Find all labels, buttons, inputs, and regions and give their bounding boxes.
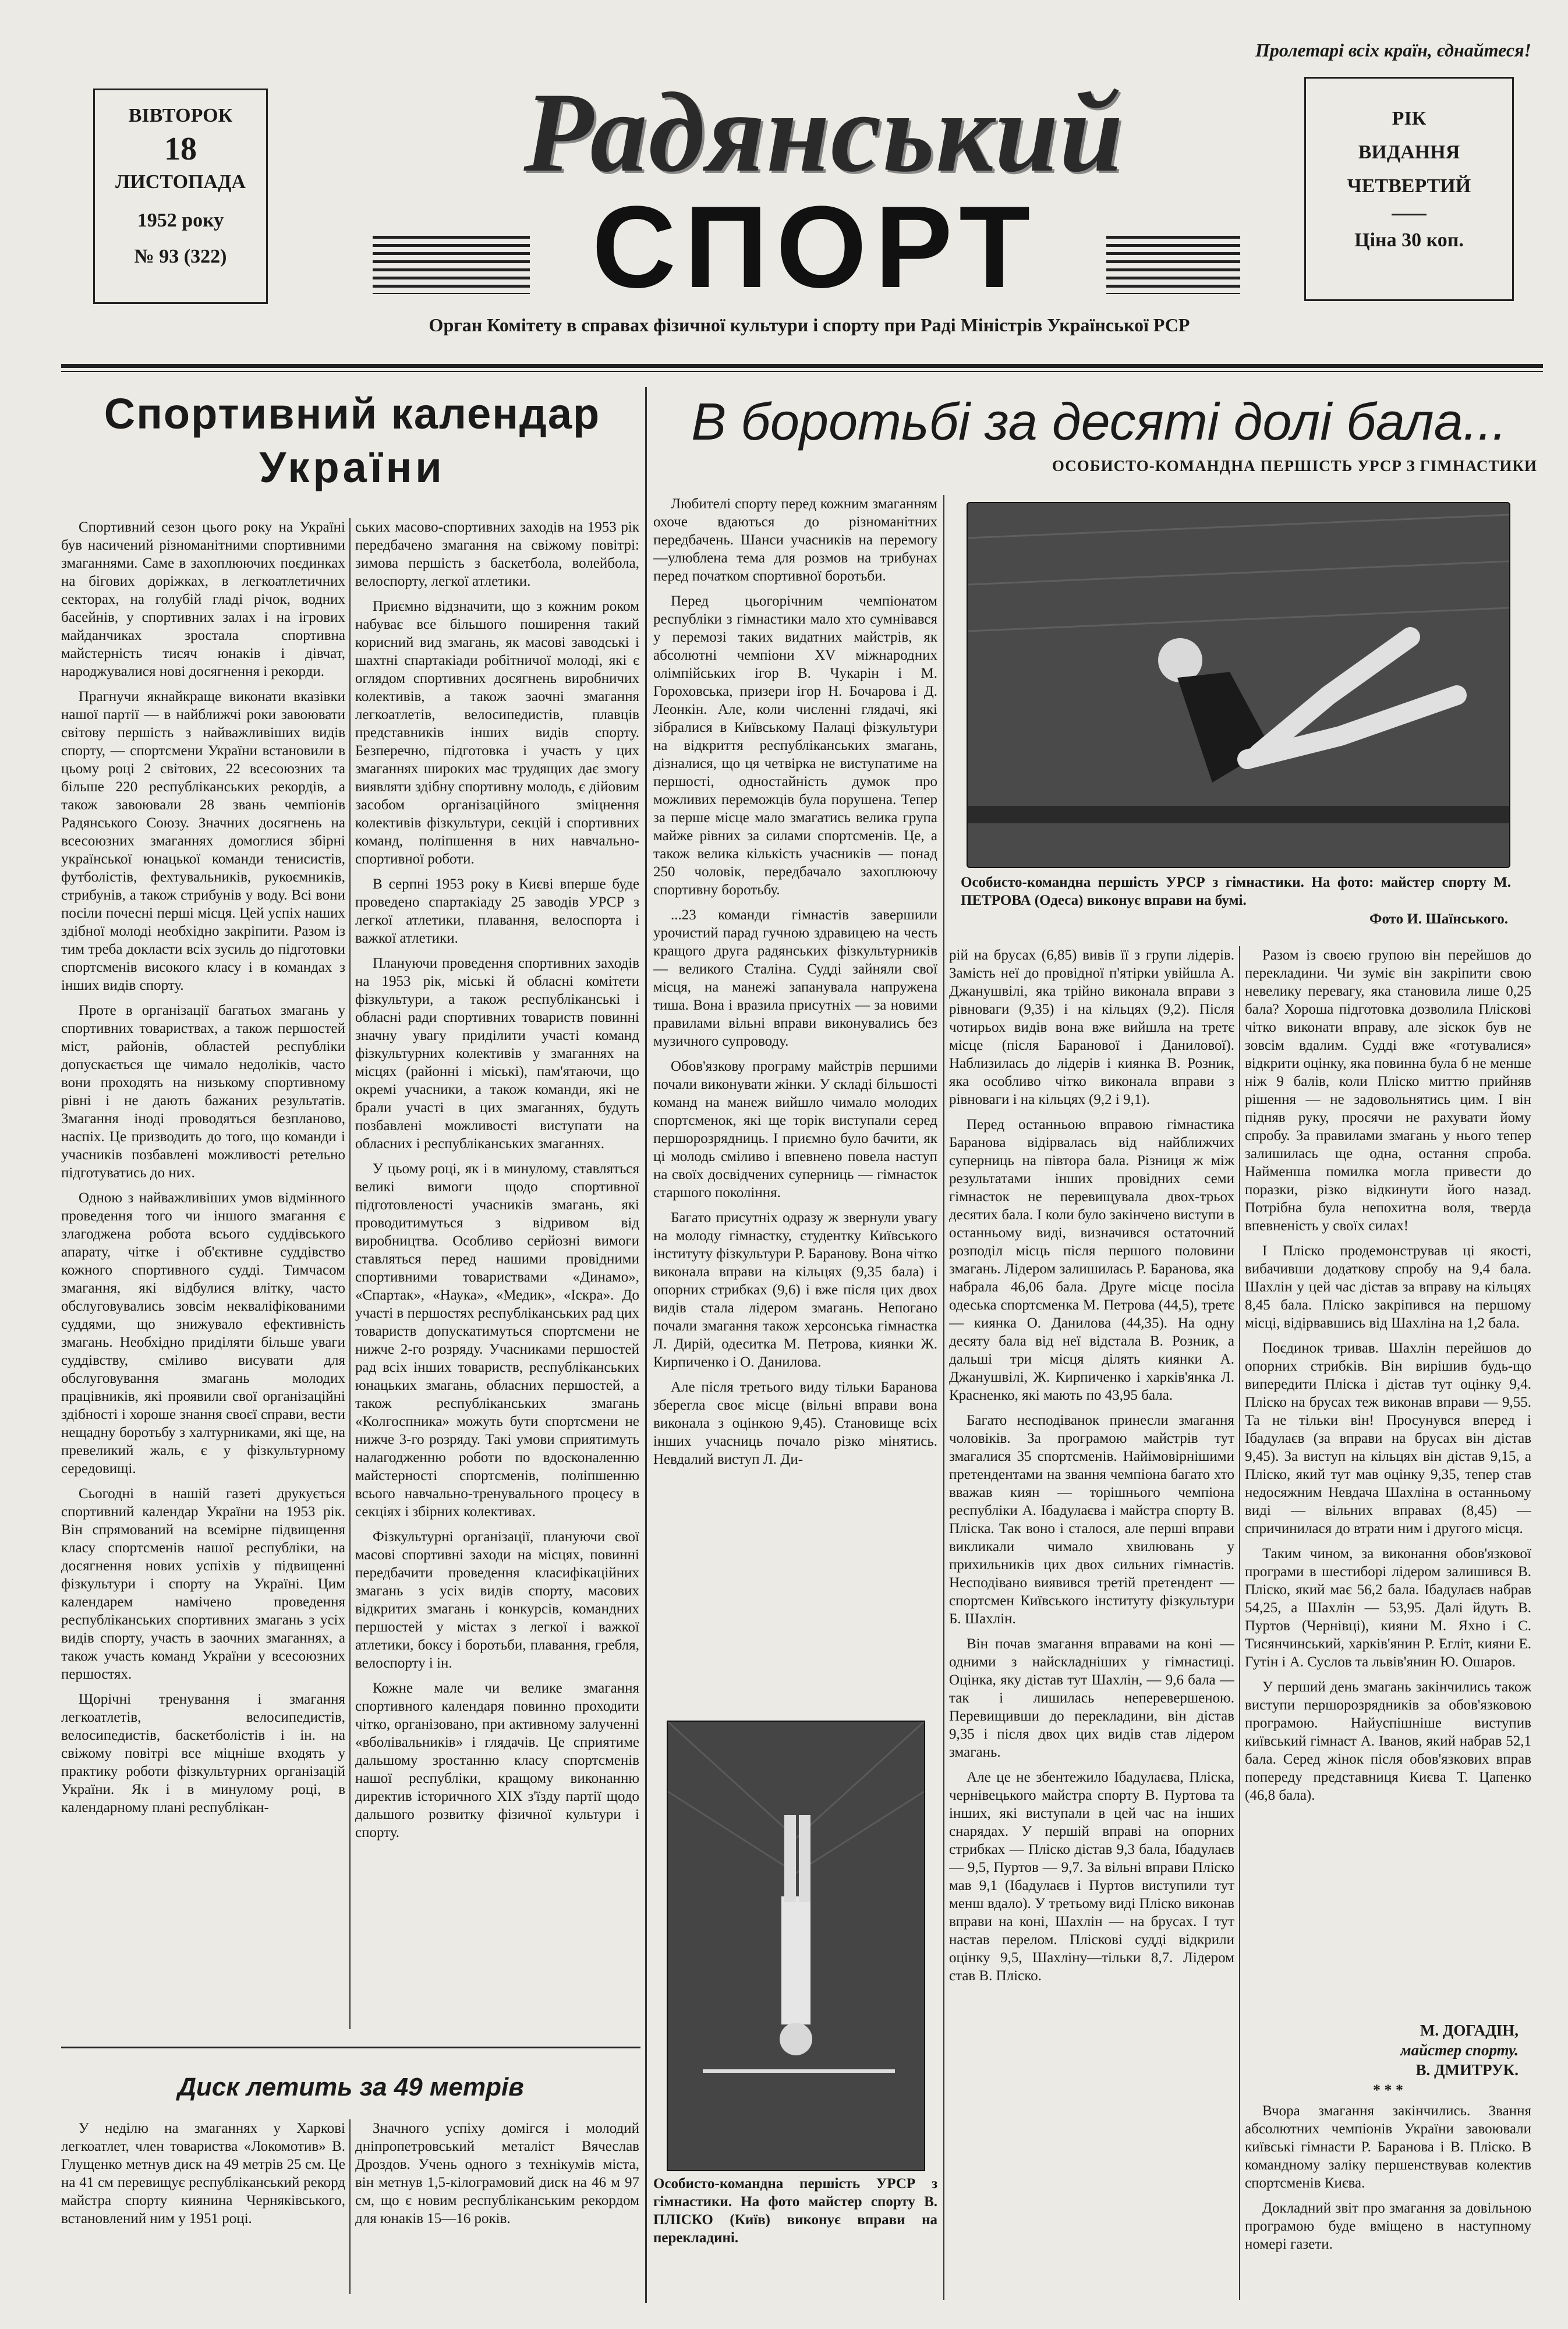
column-divider bbox=[349, 2119, 351, 2294]
masthead-block-title: СПОРТ bbox=[592, 182, 1039, 312]
gym-paragraph: Але це не збентежило Ібадулаєва, Пліска, чернівецького майстра спорту В. Пуртова та інших, які виступали в цей час на інших снарядах. У першій вправі на опорних стрибках — Пліско дістав 9,3 бала, Ібадулаєв — 9,5, Пуртов — 9,7. За вільні вправи Пліско мав 9,1 (Ібадулаєв і Пуртов виступили тут менш вдало). У третьому виді Пліско виконав вправи на коні, Шахлін — на брусах. І тут настав перелом. Пліскові судді відкрили оцінку 9,5, Шахліну—тільки 8,7. Лідером став В. Пліско. bbox=[949, 1769, 1234, 1984]
calendar-paragraph: Щорічні тренування і змагання легкоатлетів, велосипедистів, велосипедистів, баскетболістів і ін. на свіжому повітрі все міцніше входять у практику роботи фізкультурних організацій України. Як і в минулому році, в календарному плані республікан- bbox=[61, 1691, 345, 1815]
gym-paragraph: Але після третього виду тільки Баранова зберегла своє місце (вільні вправи вона виконала з оцінкою 9,45). Становище всіх інших учасниць почало різко мінятись. Невдалий виступ Л. Ди- bbox=[653, 1379, 937, 1467]
calendar-headline bbox=[64, 387, 640, 494]
column-divider bbox=[1239, 946, 1240, 2300]
calendar-column-2 bbox=[355, 518, 639, 2035]
date-month: ЛИСТОПАДА bbox=[115, 171, 246, 193]
disk-paragraph: Значного успіху домігся і молодий дніпропетровський металіст Вячеслав Дроздов. Учень одного з технікумів міста, він метнув 1,5-кілограмовий диск на 46 м 97 см, що є новим республіканським рекордом для юнаків 15—16 років. bbox=[355, 2121, 639, 2227]
issue-number: № 93 (322) bbox=[134, 246, 227, 267]
masthead-script-title: Радянський bbox=[523, 69, 1124, 196]
masthead-rule bbox=[61, 364, 1543, 368]
gym-paragraph: Разом із своєю групою він перейшов до перекладини. Чи зуміє він закріпити свою невелику перевагу, яка становила лише 0,25 бала? Хорошa підготовка дозволила Плісковi чітко виконати вправу, але зіскок був не зовсім вдалим. Судді вже «готувалися» відкрити оцінку, яка повинна була б не менше ніж 9 балів, коли Пліско миттю прийняв рішення — не задовольнятись цим. І він підняв руку, просячи не рахувати йому спробу. За правилами змагань у нього тепер залишилась ще одна, остання спроба. Найменша помилка могла привести до поразки, різко відкинути його назад. Потрібна була непохитна воля, тверда впевненість у своїх силах! bbox=[1245, 947, 1531, 1234]
petrova-photo-caption: Особисто-командна першість УРСР з гімнастики. На фото: майстер спорту М. ПЕТРОВА (Одеса) виконує вправи на бумі. bbox=[961, 875, 1511, 908]
masthead-rule-thin bbox=[61, 371, 1543, 372]
gym-paragraph: Багато присутніх одразу ж звернули увагу на молоду гімнастку, студентку Київського інституту фізкультури Р. Баранову. Вона чітко виконала вправи на кільцях (9,35 бала) і опорних стрибках (9,6) і вже після цих двох видів стала лідером змагань. Непогано почали змагання також херсонська гімнастка Л. Дирій, одеситка М. Петрова, киянки Ж. Кирпиченко і О. Данилова. bbox=[653, 1210, 937, 1370]
calendar-paragraph: Проте в організації багатьох змагань у спортивних товариствах, а також першостей міст, районів, областей республіки допускається ще чимало недоліків, часто вони проходять на низькому спортивному рівні і не дають бажаних результатів. Змагання іноді проводяться безпланово, наспіх. Це призводить до того, що команди і учасників позбавлені можливості ретельно підготуватись до них. bbox=[61, 1003, 345, 1181]
gym-headline: В боротьбі за десяті долі бала... bbox=[691, 393, 1507, 451]
calendar-paragraph: Спортивний сезон цього року на Україні був насичений різноманітними спортивними змаганнями. Саме в захоплюючих поєдинках на бігових доріжках, в легкоатлетичних секторах, на голубій гладі річок, водних басейнів, у спортивних залах і на ігрових майданчиках зростала спортивна майстерність тисяч юнаків і дівчат, народжувалися нові досягнення і рекорди. bbox=[61, 519, 345, 679]
calendar-paragraph: Приємно відзначити, що з кожним роком набуває все більшого поширення такий корисний вид змагань, як масові заводські і шахтні спартакіади робітничої молоді, які є оглядом спортивних досягнень виробничих колективів, а також заочні змагання легкоатлетів, велосипедистів, плавців представників інших видів спорту. Безперечно, підготовка і участь у цих змаганнях широких мас трудящих дає змогу виявляти здібну спортивну молодь, є дійовим засобом організаційного зміцнення колективів фізкультури, секцій і спортивних команд, поліпшення в них навчально-спортивної роботи. bbox=[355, 599, 639, 867]
author-signature bbox=[1245, 2020, 1519, 2080]
petrova-photo bbox=[967, 502, 1510, 868]
calendar-paragraph: Одною з найважливіших умов відмінного проведення того чи іншого змагання є злагоджена робота всього суддівського апарату, чітке і об'єктивне суддівство кожного спортивного судді. Тимчасом змагання, які відбулися влітку, часто обслуговувались зовсім некваліфікованими суддями, що знижувало ефективність змагань. Необхідно приділяти більше уваги суддівству, сміливо висувати для обслуговування змагань молодих працівників, які проявили свої організаційні здібності і хороше знання своєї справи, вести нещадну боротьбу з халтурниками, які ще, на превеликий жаль, є у фізкультурному середовищі. bbox=[61, 1190, 345, 1477]
disk-column-1 bbox=[61, 2119, 345, 2294]
calendar-headline-line1: Спортивний календар bbox=[104, 390, 601, 438]
disk-top-rule bbox=[61, 2047, 640, 2048]
gym-paragraph: Перед цьогорічним чемпіонатом республіки з гімнастики мало хто сумнівався у перемозі таких видатних майстрів, як абсолютні чемпіони XV міжнародних олімпійських ігор В. Чукарін і М. Гороховська, призери ігор Н. Бочарова і Д. Леонкін. Але, коли численні глядачі, які зібралися в Київському Палаці фізкультури на відкриття республіканських змагань, дізналися, що ця четвірка не виступатиме на першості, одностайність думок про можливих переможців була порушена. Тепер за перше місце мало змагатись велика група майже рівних за силами спортсменів. Це, а також велика кількість учасників — понад 250 чоловік, передбачало захоплюючу спортивну боротьбу. bbox=[653, 593, 937, 898]
gym-column-2 bbox=[949, 946, 1234, 2288]
date-day: 18 bbox=[164, 131, 197, 167]
column-divider bbox=[943, 495, 944, 2300]
calendar-column-1 bbox=[61, 518, 345, 2035]
party-motto: Пролетарі всіх країн, єднайтеся! bbox=[1255, 40, 1531, 61]
calendar-paragraph: ських масово-спортивних заходів на 1953 рік передбачено змагання на свіжому повітрі: зимова першість з баскетбола, волейбола, велоспорту, легкої атлетики. bbox=[355, 519, 639, 589]
gym-paragraph: У перший день змагань закінчились також виступи першорозрядників за обов'язковою програмою. Найуспішніше виступив київський гімнаст А. Іванов, який набрав 52,1 бала. Серед жінок після обов'язкових вправ попереду представниця Києва Т. Цапенко (46,8 бала). bbox=[1245, 1679, 1531, 1803]
gym-subhead: ОСОБИСТО-КОМАНДНА ПЕРШІСТЬ УРСР З ГІМНАСТИКИ bbox=[1052, 457, 1537, 475]
info-year-label: РІК bbox=[1392, 108, 1427, 129]
gymnast-high-bar-figure bbox=[668, 1722, 924, 2170]
calendar-paragraph: Плануючи проведення спортивних заходів на 1953 рік, міські й обласні комітети фізкультури, а також республіканські і обласні ради спортивних товариств повинні значну увагу приділити участі команд фізкультурних колективів у змаганнях на місцях (районні і міські), пам'ятаючи, що окремі учасники, а також команди, які не брали участі в цих змаганнях, будуть позбавлені можливості виступати на обласних і республіканських змаганнях. bbox=[355, 955, 639, 1152]
disk-column-2 bbox=[355, 2119, 639, 2294]
price-label: Ціна 30 коп. bbox=[1354, 229, 1464, 251]
author-name-2: В. ДМИТРУК. bbox=[1415, 2061, 1519, 2079]
disk-paragraph: У неділю на змаганнях у Харкові легкоатлет, член товариства «Локомотив» В. Глущенко метнув диск на 49 метрів 25 см. Це на 41 см перевищує республіканський рекорд майстра спорту киянина Черняківського, встановлений ним у 1951 році. bbox=[61, 2121, 345, 2227]
gym-paragraph: Любителі спорту перед кожним змаганням охоче вдаються до різноманітних передбачень. Шанси учасників на перемогу—улюблена тема для розмов на трибунах перед початком спортивної боротьби. bbox=[653, 496, 937, 584]
date-box bbox=[93, 89, 268, 304]
calendar-headline-line2: України bbox=[259, 443, 445, 491]
calendar-paragraph: Кожне мале чи велике змагання спортивного календаря повинно проходити чітко, організовано, при активному залученні «вболівальників» і глядачів. Це сприятиме дальшому зростанню класу спортсменів нашої республіки, кращому виконанню директив історичного XIX з'їзду партії щодо дальшого розвитку фізичної культури і спорту. bbox=[355, 1680, 639, 1840]
masthead-speed-lines bbox=[373, 236, 530, 294]
info-edition-label: ВИДАННЯ bbox=[1358, 141, 1460, 163]
masthead-speed-lines-right bbox=[1106, 236, 1240, 294]
gym-column-1 bbox=[653, 495, 937, 1706]
calendar-paragraph: Фізкультурні організації, плануючи свої масові спортивні заходи на місцях, повинні передбачити проведення класифікаційних змагань з усіх видів спорту, масових відкритих змагань і конкурсів, командних першостей у містах з легкої і важкої атлетики, боксу і боротьби, плавання, гребля, велоспорту і ін. bbox=[355, 1529, 639, 1671]
plisko-photo bbox=[667, 1721, 925, 2171]
calendar-paragraph: Сьогодні в нашій газеті друкується спортивний календар України на 1953 рік. Він спрямований на всемірне підвищення класу спортсменів нашої республіки, на досягнення нових успіхів у підвищенні фізкультури і спорту на Україні. Цим календарем намічено проведення республіканських спортивних змагань з усіх видів спорту, участь в заочних змаганнях, а також участь команд України у всесоюзних першостях. bbox=[61, 1486, 345, 1682]
gym-postscript bbox=[1245, 2102, 1531, 2300]
gym-postscript-paragraph: Докладний звіт про змагання за довільною програмою буде вміщено в наступному номері газети. bbox=[1245, 2200, 1531, 2252]
masthead-subtitle: Орган Комітету в справах фізичної культури і спорту при Раді Міністрів Української РСР bbox=[429, 314, 1190, 335]
gym-column-3 bbox=[1245, 946, 1531, 2023]
plisko-photo-caption: Особисто-командна першість УРСР з гімнастики. На фото майстер спорту В. ПЛІСКО (Київ) виконує вправи на перекладині. bbox=[653, 2176, 937, 2246]
gym-paragraph: Він почав змагання вправами на коні — одними з найскладніших у гімнастиці. Оцінка, яку дістав тут Шахлін, — 9,6 бала — так і лишилась неперевершеною. Перевищивши до перекладини, він дістав 9,35 і після двох цих видів став лідером змагань. bbox=[949, 1636, 1234, 1760]
gym-paragraph: рій на брусах (6,85) вивів її з групи лідерів. Замість неї до провідної п'ятірки увійшла А. Джанушвілі, яка трійно виконала вправи з рівноваги (9,35) і на кільцях (9,2). Після чотирьох видів вона вже вийшла на третє місце (після Баранової і Данилової). Наблизилась до лідерів і киянка В. Розник, яка особливо чітко виконала вправи з рівноваги і на кільцях (9,2 і 9,1). bbox=[949, 947, 1234, 1107]
info-divider bbox=[1392, 214, 1427, 215]
calendar-paragraph: В серпні 1953 року в Києві вперше буде проведено спартакіаду 25 заводів УРСР з легкої атлетики, плавання, велоспорта і важкої атлетики. bbox=[355, 876, 639, 946]
calendar-paragraph: У цьому році, як і в минулому, ставляться великі вимоги щодо спортивної підготовленості учасників змагань, які проводитимуться з відривом від виробництва. Особливо серйозні вимоги ставляться перед нашими провідними спортивними товариствами «Динамо», «Спартак», «Наука», «Медик», «Іскра». До участі в першостях республіканських рад цих товариств допускатимуться спортсмени не нижче 2-го розряду. Учасниками першостей рад всіх інших товариств, республіканських юнацьких змагань, обласних першостей, а також республіканських змагань «Колгоспника» можуть бути спортсмени не нижче 3-го розряду. Такі умови сприятимуть налагодженню роботи по вдосконаленню майстерності спортсменів, поліпшенню всього навчально-тренувального процесу в секціях і збірних колективах. bbox=[355, 1161, 639, 1520]
petrova-photo-credit: Фото И. Шаїнського. bbox=[1369, 911, 1508, 927]
gym-postscript-paragraph: Вчора змагання закінчились. Звання абсолютних чемпіонів України завоювали київські гімнасти Р. Баранова і В. Пліско. В командному заліку першенствував колектив спортсменів Києва. bbox=[1245, 2103, 1531, 2191]
section-stars: * * * bbox=[1373, 2082, 1403, 2098]
gym-paragraph: Таким чином, за виконання обов'язкової програми в шестиборі лідером залишився В. Пліско, який має 56,2 бала. Ібадулаєв набрав 54,25, а Шахлін — 53,95. Далі йдуть В. Пуртов (Чернівці), кияни М. Яхно і С. Тисянчинський, харків'янин Р. Егліт, кияни Е. Гутін і А. Суслов та львів'янин Ю. Ошаров. bbox=[1245, 1546, 1531, 1670]
calendar-paragraph: Прагнучи якнайкраще виконати вказівки нашої партії — в найближчі роки завоювати світову першість з найважливіших видів спорту, — спортсмени України встановили в цьому році 2 світових, 22 всесоюзних та більше 220 республіканських рекордів, а також завоювали 28 звань чемпіонів Радянського Союзу. Значних досягнень на всесоюзних змаганнях домоглися збірні української юнацької команди тенисистів, футболістів, фехтувальників, рукоємників, стрибунів, а також стрибунів у воду. Всі вони посіли почесні перші місця. Цей успіх наших здібної молоді необхідно закріпити. Разом із тим треба докласти всіх зусиль до підготовки спортсменів високого класу і в командах з інших видів спорту. bbox=[61, 689, 345, 993]
gym-paragraph: І Пліско продемонстрував ці якості, вибачивши додаткову спробу на 9,4 бала. Шахлін у цей час дістав за вправу на кільцях 8,45 бала. Пліско закріпився на першому місці, відірвавшись від Шахліна на 1,2 бала. bbox=[1245, 1243, 1531, 1331]
section-divider bbox=[645, 387, 647, 2303]
gym-paragraph: Багато несподіванок принесли змагання чоловіків. За програмою майстрів тут змагалися 35 спортсменів. Найімовірнішими претендентами на звання чемпіона багато хто вважав киян — торішнього чемпіона республіки А. Ібадулаєва і майстра спорту В. Пліска. Так воно і сталося, але перші вправи викликали чимало хвилювань у прихильників цих двох сильних гімнастів. Несподівано виявився третій претендент — спортсмен Київського інституту фізкультури Б. Шахлін. bbox=[949, 1413, 1234, 1627]
gym-paragraph: ...23 команди гімнастів завершили урочистий парад гучною здравицею на честь кращого друга радянських фізкультурників — великого Сталіна. Судді зайняли свої місця, на манежі запанувала напружена тиша. Вона і вразила присутніх — за новими правилами вільні вправи виконувались без музичного супроводу. bbox=[653, 907, 937, 1049]
gym-paragraph: Перед останньою вправою гімнастика Баранова відірвалась від найближчих суперниць на півтора бала. Різниця ж між результатами інших провідних семи гімнасток не перевищувала двох-трьох десятих бала. І коли було закінчено виступи в останньому виді, визначився остаточний розподіл місць після першого половини змагань. Лідером залишилась Р. Баранова, яка набрала 46,06 бала. Друге місце посіла одеська спортсменка М. Петрова (44,5), третє — киянка О. Данилова (44,35). На одну десяту бала від неї відстала В. Розник, а дальші три місця ділять киянки А. Джанушвілі, Ж. Кирпиченко і харків'янка Л. Красненко, які мають по 43,95 бала. bbox=[949, 1117, 1234, 1403]
gymnast-beam-figure bbox=[968, 503, 1509, 867]
date-year: 1952 року bbox=[137, 210, 224, 231]
author-title: майстер спорту. bbox=[1400, 2041, 1519, 2059]
info-fourth-label: ЧЕТВЕРТИЙ bbox=[1347, 175, 1471, 197]
gym-paragraph: Поєдинок тривав. Шахлін перейшов до опорних стрибків. Він вирішив будь-що випередити Пліска і дістав тут оцінку 9,4. Пліско на брусах теж виконав вправи — 9,55. Та не тільки він! Просунувся вперед і Ібадулаєв (за вправи на брусах він дістав 9,45). За виступ на кільцях він дістав 9,15, а Пліско, який тут мав оцінку 9,35, тепер став недосяжним Невдача Шахліна в останньому виді — вільних вправах (8,45) — спричинилася до втрати ним і другого місця. bbox=[1245, 1340, 1531, 1537]
author-name-1: М. ДОГАДІН, bbox=[1420, 2022, 1519, 2039]
date-weekday: ВІВТОРОК bbox=[128, 105, 233, 126]
gym-paragraph: Обов'язкову програму майстрів першими почали виконувати жінки. У складі більшості команд на манеж вийшло чимало молодих спортсменок, які ще торік виступали серед першорозрядниць. І приємно було бачити, як ці молодь сміливо і впевнено повела наступ на своїх досвідчених суперниць — гімнасток старшого покоління. bbox=[653, 1059, 937, 1201]
disk-headline: Диск летить за 49 метрів bbox=[178, 2073, 524, 2101]
column-divider bbox=[349, 518, 351, 2029]
info-box bbox=[1304, 77, 1514, 301]
